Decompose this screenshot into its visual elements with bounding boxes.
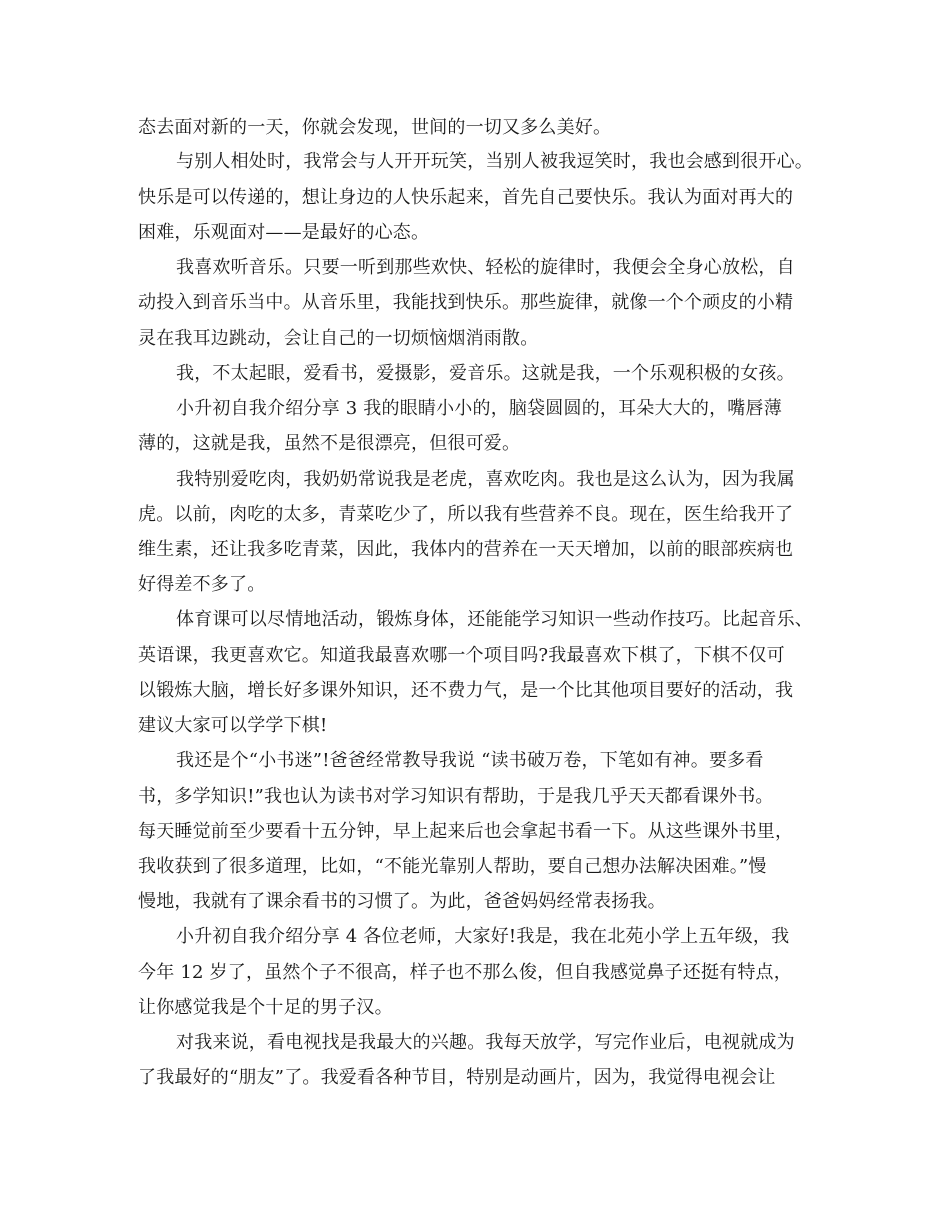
text-line: 灵在我耳边跳动，会让自己的一切烦恼烟消雨散。 (138, 328, 539, 349)
text-line: 体育课可以尽情地活动，锻炼身体，还能能学习知识一些动作技巧。比起音乐、 (176, 609, 813, 630)
text-line: 小升初自我介绍分享 4 各位老师，大家好!我是，我在北苑小学上五年级，我 (176, 926, 790, 947)
text-line: 让你感觉我是个十足的男子汉。 (138, 997, 393, 1018)
text-line: 了我最好的“朋友”了。我爱看各种节目，特别是动画片，因为，我觉得电视会让 (138, 1067, 776, 1088)
text-line: 快乐是可以传递的，想让身边的人快乐起来，首先自己要快乐。我认为面对再大的 (138, 187, 794, 208)
text-line: 态去面对新的一天，你就会发现，世间的一切又多么美好。 (138, 117, 612, 138)
text-line: 以锻炼大脑，增长好多课外知识，还不费力气，是一个比其他项目要好的活动，我 (138, 680, 794, 701)
text-line: 与别人相处时，我常会与人开开玩笑，当别人被我逗笑时，我也会感到很开心。 (176, 151, 813, 172)
text-line: 对我来说，看电视找是我最大的兴趣。我每天放学，写完作业后，电视就成为 (176, 1032, 795, 1053)
text-line: 好得差不多了。 (138, 574, 266, 595)
text-line: 薄的，这就是我，虽然不是很漂亮，但很可爱。 (138, 433, 521, 454)
text-line: 困难，乐观面对——是最好的心态。 (138, 222, 430, 243)
text-line: 我，不太起眼，爱看书，爱摄影，爱音乐。这就是我，一个乐观积极的女孩。 (176, 363, 795, 384)
text-line: 今年 12 岁了，虽然个子不很高，样子也不那么俊，但自我感觉鼻子还挺有特点， (138, 962, 792, 983)
text-line: 我喜欢听音乐。只要一听到那些欢快、轻松的旋律时，我便会全身心放松，自 (176, 257, 795, 278)
text-line: 英语课，我更喜欢它。知道我最喜欢哪一个项目吗?我最喜欢下棋了，下棋不仅可 (138, 645, 785, 666)
text-line: 维生素，还让我多吃青菜，因此，我体内的营养在一天天增加，以前的眼部疾病也 (138, 539, 794, 560)
text-line: 我还是个“小书迷”!爸爸经常教导我说 “读书破万卷，下笔如有神。要多看 (176, 750, 764, 771)
text-line: 慢地，我就有了课余看书的习惯了。为此，爸爸妈妈经常表扬我。 (138, 891, 666, 912)
text-line: 我特别爱吃肉，我奶奶常说我是老虎，喜欢吃肉。我也是这么认为，因为我属 (176, 469, 795, 490)
text-line: 书，多学知识!”我也认为读书对学习知识有帮助，于是我几乎天天都看课外书。 (138, 786, 774, 807)
text-line: 虎。以前，肉吃的太多，青菜吃少了，所以我有些营养不良。现在，医生给我开了 (138, 504, 794, 525)
text-line: 动投入到音乐当中。从音乐里，我能找到快乐。那些旋律，就像一个个顽皮的小精 (138, 292, 794, 313)
text-line: 小升初自我介绍分享 3 我的眼睛小小的，脑袋圆圆的，耳朵大大的，嘴唇薄 (176, 398, 782, 419)
text-line: 建议大家可以学学下棋! (138, 715, 328, 736)
text-line: 每天睡觉前至少要看十五分钟，早上起来后也会拿起书看一下。从这些课外书里， (138, 821, 794, 842)
text-line: 我收获到了很多道理，比如，“不能光靠别人帮助，要自己想办法解决困难。”慢 (138, 856, 767, 877)
